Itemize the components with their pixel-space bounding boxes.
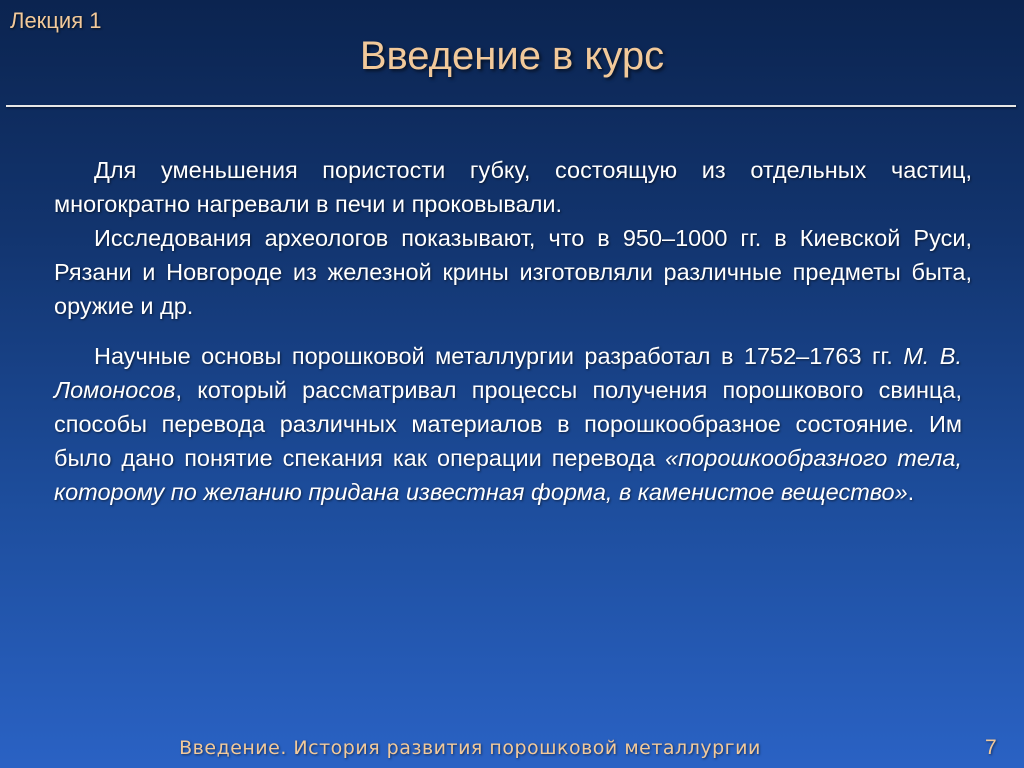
text-block-sponge-history [54,153,972,323]
footer-title: Введение. История развития порошковой металлургии [179,737,761,759]
slide-footer [0,732,1024,768]
slide-title: Введение в курс [359,34,665,78]
lomonosov-text-middle: , который рассматривал процессы получения порошкового свинца, способы перевода различных материалов в порошкообразное состояние. Им было дано понятие спекания как операции перевода [54,377,962,471]
paragraph-lomonosov [54,339,962,509]
text-block-lomonosov [54,339,962,509]
lomonosov-text-end: . [907,479,915,505]
author-name: М. В. Ломоносов [54,343,962,403]
title-divider [6,105,1016,107]
lomonosov-text-start: Научные основы порошковой металлургии разработал в 1752–1763 гг. [94,343,904,369]
page-number: 7 [985,736,997,759]
lecture-label: Лекция 1 [10,8,102,33]
sintering-quote: «порошкообразного тела, которому по желанию придана известная форма, в каменистое вещество» [54,445,962,505]
paragraph-archaeology: Исследования археологов показывают, что в 950–1000 гг. в Киевской Руси, Рязани и Новгороде из железной крины изготовляли различные предметы быта, оружие и др. [54,225,972,319]
paragraph-porosity: Для уменьшения пористости губку, состоящую из отдельных частиц, многократно нагревали в печи и проковывали. [54,157,972,217]
